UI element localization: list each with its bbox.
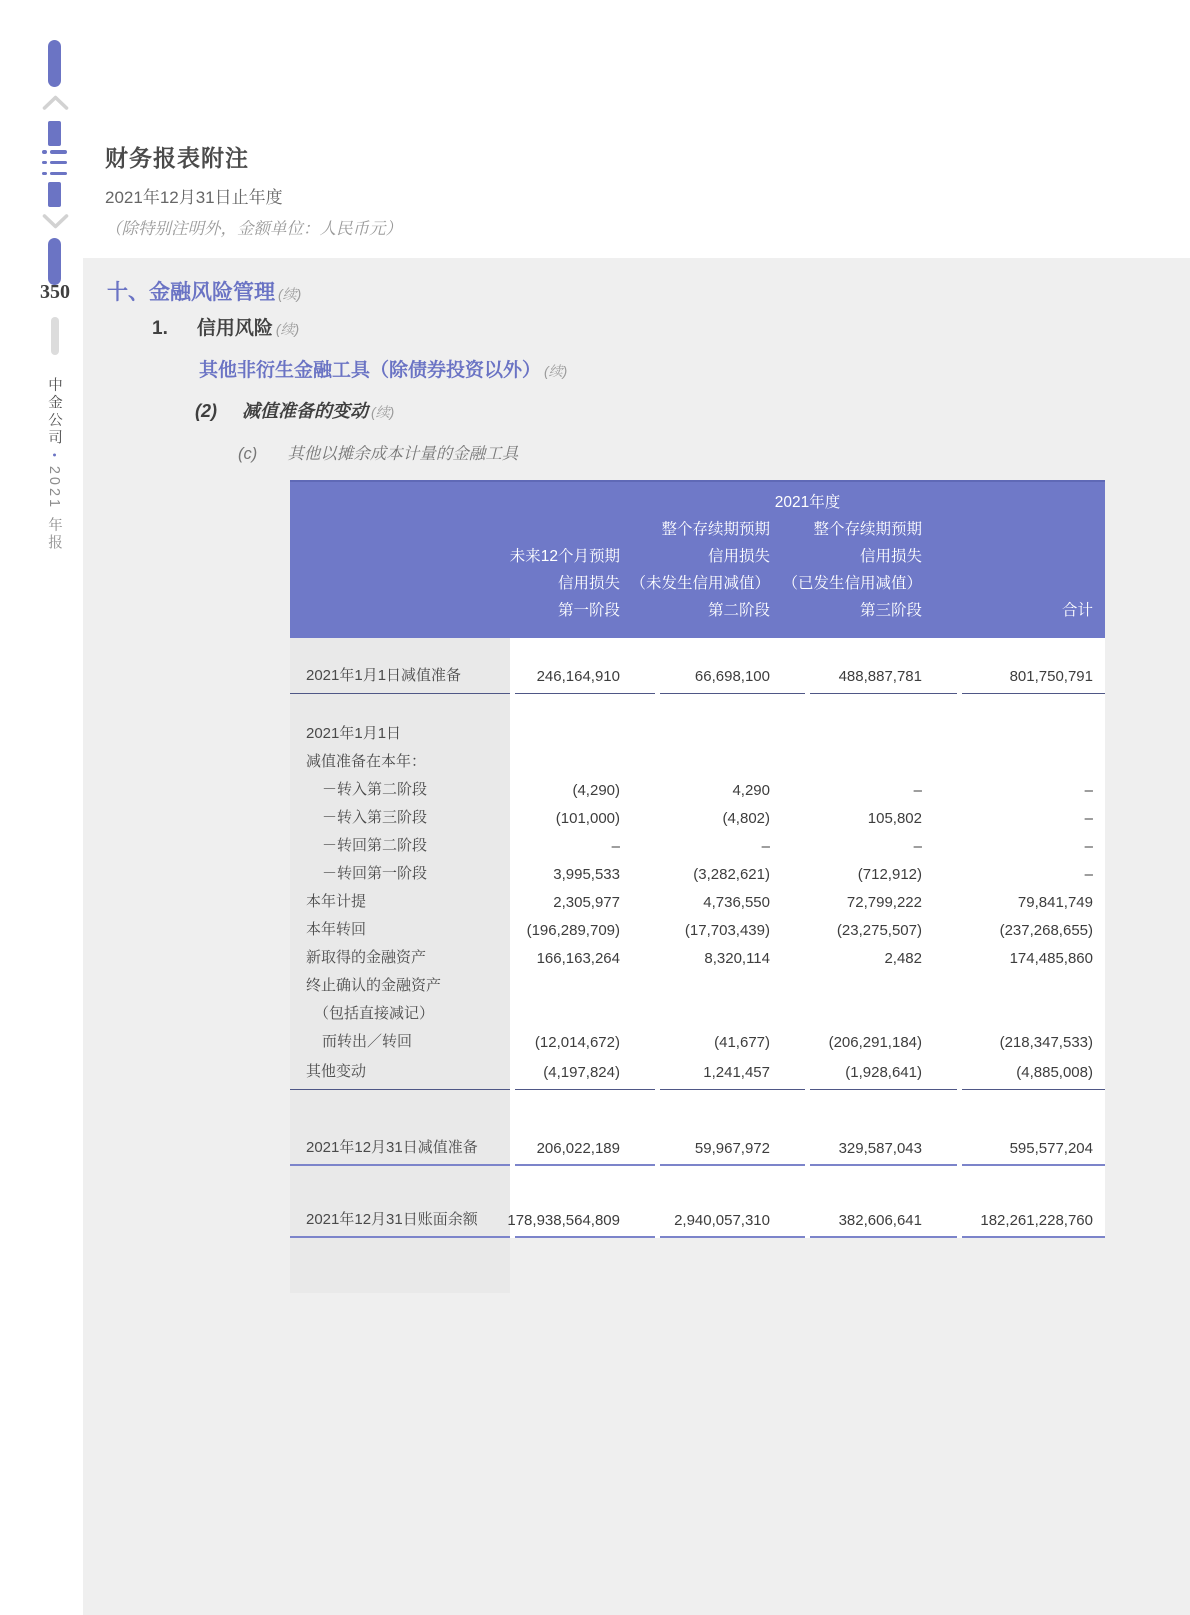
continued-tag: (续)	[544, 363, 568, 379]
table-spacer-row	[290, 694, 1105, 720]
label-column-tail	[290, 1238, 510, 1293]
brand-company: 中金公司	[46, 377, 62, 447]
cell-value: (237,268,655)	[999, 922, 1093, 939]
cell-value: 66,698,100	[655, 638, 805, 694]
cell-value: 8,320,114	[704, 950, 770, 967]
section-heading-l5: (c) 其他以摊余成本计量的金融工具	[238, 445, 519, 463]
cell-value: (4,802)	[722, 810, 770, 827]
row-label: 2021年1月1日减值准备	[290, 638, 510, 694]
row-label: 2021年1月1日	[306, 725, 402, 742]
cell-value	[805, 748, 957, 776]
cell-value: (41,677)	[714, 1034, 770, 1051]
cell-value: 4,290	[732, 782, 770, 799]
page-content	[83, 258, 1190, 1615]
cell-value: (17,703,439)	[684, 922, 770, 939]
cell-value: (4,290)	[572, 782, 620, 799]
cell-value	[655, 1000, 805, 1028]
row-label: －转入第三阶段	[322, 809, 428, 826]
table-header	[290, 480, 1105, 638]
table-spacer-row	[290, 1166, 1105, 1196]
cell-value: 72,799,222	[846, 894, 922, 911]
cell-value: (206,291,184)	[828, 1034, 922, 1051]
section-heading-l4: (2) 减值准备的变动 (续)	[195, 401, 395, 421]
cell-value	[957, 1000, 1105, 1028]
cell-value: 2,940,057,310	[655, 1196, 805, 1238]
cell-value	[957, 748, 1105, 776]
column-header-line: 未来12个月预期	[509, 548, 620, 565]
column-header-line: 第一阶段	[557, 602, 620, 619]
cell-value: –	[913, 782, 922, 799]
doc-period: 2021年12月31日止年度	[105, 188, 283, 207]
cell-value	[655, 748, 805, 776]
rail-segment-upper	[48, 121, 61, 146]
cell-value: 801,750,791	[957, 638, 1105, 694]
cell-value: (12,014,672)	[534, 1034, 620, 1051]
doc-unit-note: （除特别注明外，金额单位：人民币元）	[105, 220, 402, 238]
cell-value: (712,912)	[857, 866, 922, 883]
page-number-divider	[51, 317, 59, 355]
cell-value	[805, 720, 957, 748]
cell-value: 2,305,977	[553, 894, 620, 911]
cell-value: 174,485,860	[1009, 950, 1093, 967]
column-header-line: 整个存续期预期	[813, 521, 922, 538]
row-label: 其他变动	[290, 1056, 510, 1090]
cell-value: 59,967,972	[655, 1124, 805, 1166]
cell-value: 79,841,749	[1017, 894, 1093, 911]
cell-value	[655, 972, 805, 1000]
column-header-line: 信用损失	[557, 575, 620, 592]
brand-year: 2021 年报	[46, 465, 62, 553]
column-header	[957, 597, 1105, 624]
cell-value: (23,275,507)	[836, 922, 922, 939]
cell-value: 182,261,228,760	[957, 1196, 1105, 1238]
row-label: 本年计提	[306, 893, 367, 910]
cell-value: 4,736,550	[703, 894, 770, 911]
cell-value: (196,289,709)	[526, 922, 620, 939]
row-label: （包括直接减记）	[314, 1005, 435, 1022]
table-spacer-row	[290, 1090, 1105, 1124]
column-header-line: 第三阶段	[859, 602, 922, 619]
column-header-line: 整个存续期预期	[661, 521, 770, 538]
column-header-line: 信用损失	[859, 548, 922, 565]
cell-value	[957, 720, 1105, 748]
row-label: －转入第二阶段	[322, 781, 428, 798]
column-header-line: 信用损失	[707, 548, 770, 565]
cell-value	[510, 748, 655, 776]
row-label: 2021年12月31日账面余额	[290, 1196, 510, 1238]
column-header-line: 合计	[1061, 602, 1093, 619]
cell-value: (4,885,008)	[957, 1056, 1105, 1090]
section-heading-l3: 其他非衍生金融工具（除债券投资以外） (续)	[199, 360, 568, 381]
cell-value: 488,887,781	[805, 638, 957, 694]
row-label: 新取得的金融资产	[306, 949, 427, 966]
rail-segment-lower	[48, 182, 61, 207]
continued-tag: (续)	[278, 286, 302, 302]
cell-value	[805, 972, 957, 1000]
column-header-line: （已发生信用减值）	[782, 575, 922, 592]
cell-value: –	[1084, 866, 1093, 883]
impairment-table	[290, 480, 1105, 1293]
brand-separator-dot: •	[48, 453, 60, 460]
continued-tag: (续)	[371, 404, 395, 420]
cell-value: (101,000)	[555, 810, 620, 827]
column-header	[782, 516, 957, 624]
cell-value: 3,995,533	[553, 866, 620, 883]
cell-value: 595,577,204	[957, 1124, 1105, 1166]
cell-value: –	[1084, 838, 1093, 855]
brand-vertical	[44, 377, 65, 577]
cell-value	[510, 720, 655, 748]
cell-value: (1,928,641)	[805, 1056, 957, 1090]
row-label: －转回第二阶段	[322, 837, 428, 854]
cell-value: 166,163,264	[536, 950, 620, 967]
page-number: 350	[40, 281, 70, 303]
cell-value: –	[913, 838, 922, 855]
row-label: 终止确认的金融资产	[306, 977, 442, 994]
cell-value: –	[761, 838, 770, 855]
cell-value	[655, 720, 805, 748]
cell-value: (4,197,824)	[510, 1056, 655, 1090]
doc-header	[105, 140, 402, 239]
cell-value: –	[1084, 782, 1093, 799]
cell-value: –	[611, 838, 620, 855]
cell-value: 329,587,043	[805, 1124, 957, 1166]
continued-tag: (续)	[275, 321, 300, 337]
row-label: 而转出／转回	[322, 1033, 413, 1050]
cell-value	[510, 1000, 655, 1028]
cell-value: (218,347,533)	[999, 1034, 1093, 1051]
chevron-up-icon	[42, 94, 69, 116]
doc-title: 财务报表附注	[105, 145, 249, 171]
rail-capsule-top	[48, 40, 61, 87]
row-label: 本年转回	[306, 921, 367, 938]
cell-value: 178,938,564,809	[510, 1196, 655, 1238]
section-heading-l1: 十、金融风险管理 (续)	[107, 281, 302, 304]
cell-value: 382,606,641	[805, 1196, 957, 1238]
rail-capsule-bottom	[48, 238, 61, 285]
cell-value: 105,802	[867, 810, 922, 827]
table-body	[290, 638, 1105, 1238]
cell-value: 246,164,910	[510, 638, 655, 694]
cell-value	[805, 1000, 957, 1028]
column-header-line: 第二阶段	[707, 602, 770, 619]
cell-value: 2,482	[884, 950, 922, 967]
cell-value: 206,022,189	[510, 1124, 655, 1166]
menu-list-icon	[42, 150, 69, 175]
row-label: 减值准备在本年：	[306, 753, 427, 770]
column-headers	[290, 516, 1105, 624]
cell-value: (3,282,621)	[693, 866, 770, 883]
row-label: 2021年12月31日减值准备	[290, 1124, 510, 1166]
year-header: 2021年度	[774, 494, 841, 511]
cell-value	[957, 972, 1105, 1000]
cell-value: –	[1084, 810, 1093, 827]
row-label: －转回第一阶段	[322, 865, 428, 882]
section-heading-l2: 1. 信用风险 (续)	[152, 318, 300, 339]
column-header-line: （未发生信用减值）	[630, 575, 770, 592]
cell-value: 1,241,457	[655, 1056, 805, 1090]
cell-value	[510, 972, 655, 1000]
chevron-down-icon	[42, 213, 69, 235]
